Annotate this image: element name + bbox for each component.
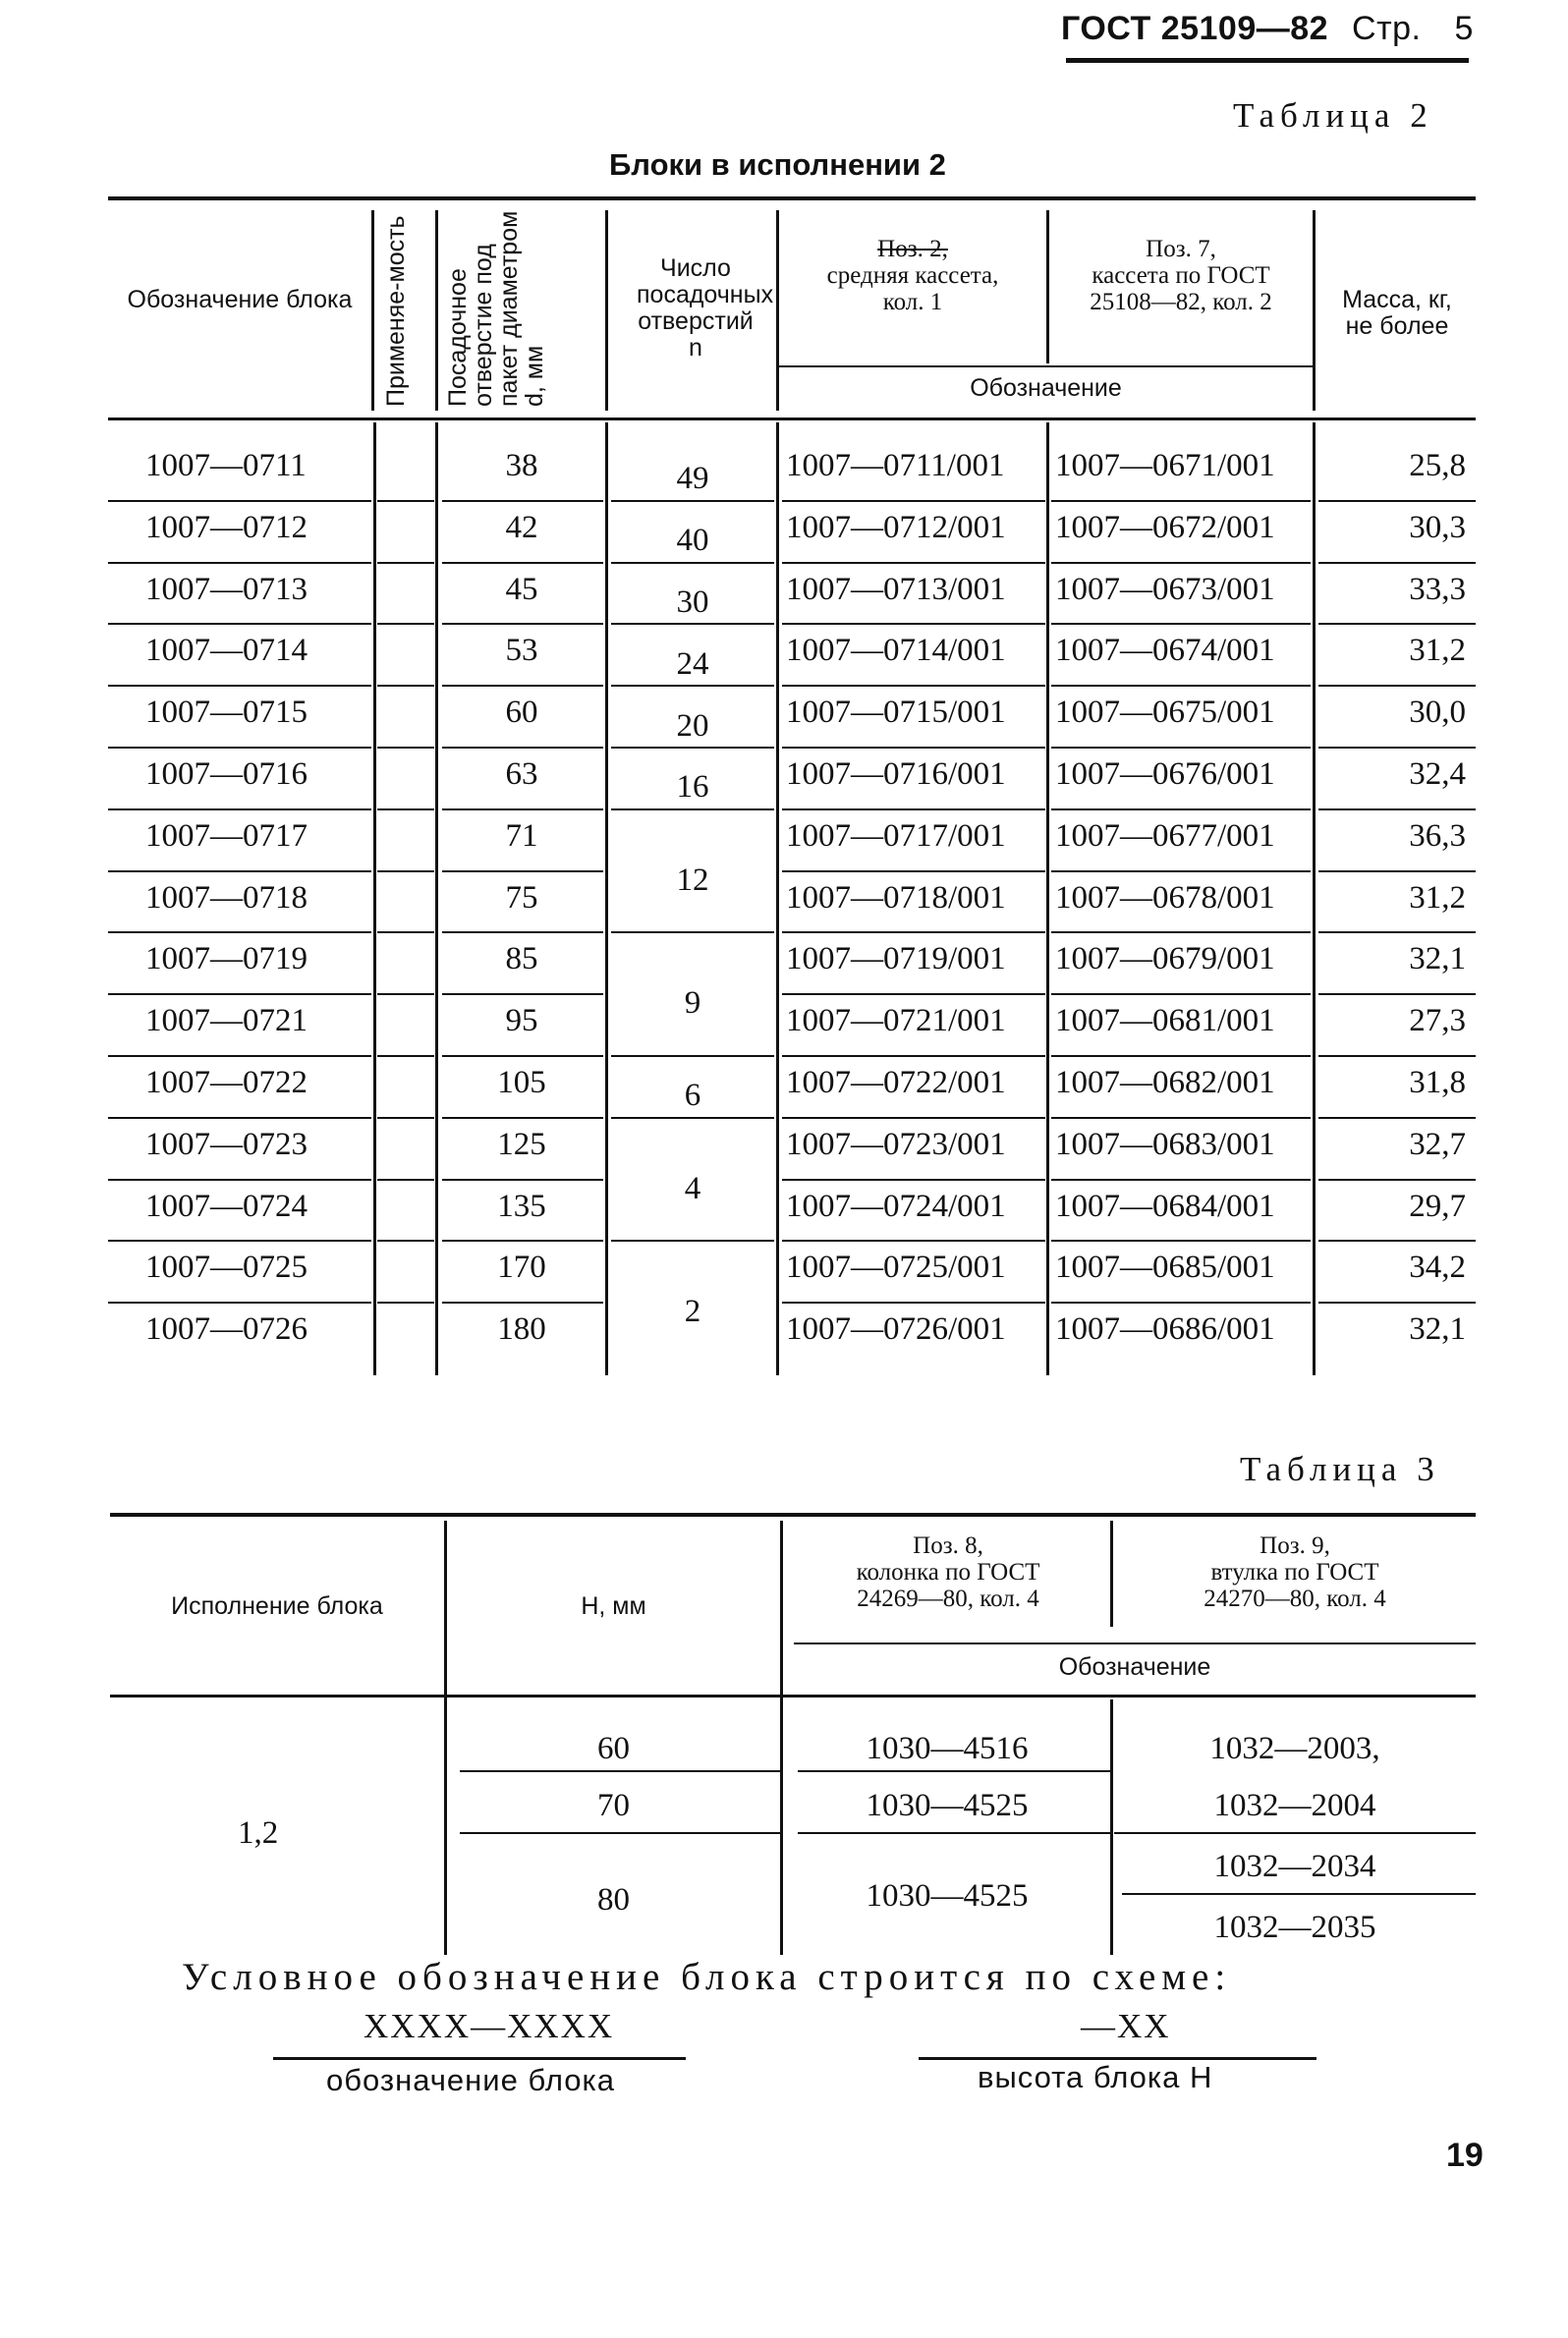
row-bore-diameter: 60: [505, 695, 538, 731]
row-holes-count: 2: [684, 1294, 701, 1330]
table2-row-rule: [1051, 931, 1311, 933]
header-designation-sub: Обозначение: [970, 374, 1122, 402]
row-pos2-designation: 1007—0719/001: [786, 941, 1006, 977]
header-pos2-line3: кол. 1: [882, 289, 943, 315]
t3-header-pos8-line2: колонка по ГОСТ: [856, 1559, 1040, 1586]
row-pos7-designation: 1007—0682/001: [1055, 1065, 1275, 1100]
row-block-designation: 1007—0721: [145, 1003, 308, 1039]
table2-body-vline: [776, 422, 779, 1375]
table2-row-rule: [377, 623, 434, 625]
row-block-designation: 1007—0724: [145, 1188, 308, 1224]
row-block-designation: 1007—0726: [145, 1311, 308, 1348]
t3-row-rule: [798, 1770, 1110, 1772]
table2-row-rule: [1318, 1179, 1476, 1181]
row-holes-count: 6: [684, 1078, 701, 1114]
table2-row-rule: [1318, 562, 1476, 564]
table2-row-rule: [377, 747, 434, 749]
table2-row-rule: [782, 1117, 1045, 1119]
t3-header-designation-sub: Обозначение: [1058, 1653, 1211, 1681]
table2-row-rule: [108, 870, 371, 872]
table2-row-rule: [108, 500, 371, 502]
row-pos2-designation: 1007—0713/001: [786, 571, 1006, 607]
table2-row-rule: [1318, 808, 1476, 810]
table2-row-rule: [782, 931, 1045, 933]
t3-header-pos8-line1: Поз. 8,: [913, 1532, 983, 1559]
table2-row-rule: [1318, 1240, 1476, 1242]
row-mass: 30,3: [1409, 509, 1466, 545]
table2-row-rule: [1051, 500, 1311, 502]
table2-row-rule: [108, 1179, 371, 1181]
table2-row-rule: [108, 808, 371, 810]
table2-row-rule: [1051, 685, 1311, 687]
row-mass: 32,7: [1409, 1126, 1466, 1162]
row-holes-count: 12: [676, 862, 709, 898]
row-holes-count: 24: [676, 645, 709, 682]
table2-row-rule: [377, 685, 434, 687]
scheme-code-left: XXXX—XXXX: [364, 2007, 615, 2045]
row-mass: 34,2: [1409, 1250, 1466, 1286]
table2-row-rule: [1051, 1240, 1311, 1242]
scheme-rule-left: [273, 2057, 686, 2060]
table3-vline: [1110, 1521, 1113, 1627]
table2-row-rule: [611, 1240, 774, 1242]
row-block-designation: 1007—0716: [145, 756, 308, 792]
row-pos2-designation: 1007—0722/001: [786, 1065, 1006, 1100]
table2-vline: [435, 210, 438, 411]
table2-row-rule: [108, 1240, 371, 1242]
table2-top-rule: [108, 196, 1476, 200]
row-pos2-designation: 1007—0725/001: [786, 1250, 1006, 1286]
row-mass: 31,8: [1409, 1065, 1466, 1100]
table2-row-rule: [442, 1117, 603, 1119]
row-pos2-designation: 1007—0711/001: [786, 448, 1005, 483]
table2-row-rule: [611, 747, 774, 749]
table2-row-rule: [1051, 1117, 1311, 1119]
table2-row-rule: [442, 685, 603, 687]
row-mass: 27,3: [1409, 1003, 1466, 1039]
table2-row-rule: [377, 1302, 434, 1304]
t3-h-value: 70: [597, 1788, 630, 1823]
table2-row-rule: [108, 1055, 371, 1057]
table2-row-rule: [377, 808, 434, 810]
table2-row-rule: [611, 1117, 774, 1119]
table2-row-rule: [442, 623, 603, 625]
table2-row-rule: [377, 1240, 434, 1242]
table2-row-rule: [442, 1179, 603, 1181]
table2-row-rule: [782, 500, 1045, 502]
t3-header-execution: Исполнение блока: [171, 1592, 383, 1620]
row-pos2-designation: 1007—0721/001: [786, 1003, 1006, 1039]
table2-row-rule: [1318, 500, 1476, 502]
table3-label: Таблица 3: [1240, 1450, 1440, 1488]
row-mass: 32,4: [1409, 756, 1466, 792]
row-pos7-designation: 1007—0683/001: [1055, 1126, 1275, 1162]
table2-row-rule: [108, 931, 371, 933]
table2-label: Таблица 2: [1233, 96, 1433, 135]
header-pos7-line3: 25108—82, кол. 2: [1090, 289, 1272, 315]
header-bore: Посадочное отверстие под пакет диаметром d, мм: [444, 210, 548, 407]
table2-row-rule: [782, 870, 1045, 872]
row-block-designation: 1007—0711: [145, 448, 307, 483]
row-mass: 31,2: [1409, 879, 1466, 916]
row-bore-diameter: 125: [497, 1126, 546, 1162]
header-pos7: [1049, 236, 1313, 315]
table2-row-rule: [108, 1302, 371, 1304]
table2-row-rule: [611, 931, 774, 933]
row-pos7-designation: 1007—0675/001: [1055, 695, 1275, 731]
header-designation: Обозначение блока: [127, 286, 353, 313]
table2-row-rule: [108, 993, 371, 995]
t3-pos8-value: 1030—4525: [866, 1788, 1029, 1823]
row-bore-diameter: 42: [505, 509, 538, 545]
row-bore-diameter: 71: [505, 817, 538, 854]
t3-header-pos8: [786, 1532, 1110, 1612]
row-bore-diameter: 105: [497, 1065, 546, 1100]
table2-row-rule: [377, 1179, 434, 1181]
table2-vline: [605, 210, 608, 411]
row-mass: 30,0: [1409, 695, 1466, 731]
table2-row-rule: [1318, 870, 1476, 872]
table2-row-rule: [442, 500, 603, 502]
t3-row-rule: [460, 1770, 780, 1772]
row-pos2-designation: 1007—0714/001: [786, 633, 1006, 669]
t3-pos9-value: 1032—2003,: [1209, 1731, 1380, 1766]
row-pos7-designation: 1007—0684/001: [1055, 1188, 1275, 1224]
table2-row-rule: [782, 562, 1045, 564]
table2-row-rule: [611, 685, 774, 687]
table2-row-rule: [1051, 562, 1311, 564]
t3-row-rule: [798, 1832, 1110, 1834]
row-bore-diameter: 38: [505, 448, 538, 483]
row-mass: 31,2: [1409, 633, 1466, 669]
row-pos7-designation: 1007—0678/001: [1055, 879, 1275, 916]
table2-title: Блоки в исполнении 2: [609, 147, 946, 182]
table2-row-rule: [782, 747, 1045, 749]
t3-header-pos9: [1114, 1532, 1476, 1612]
table2-row-rule: [442, 1055, 603, 1057]
table2-row-rule: [1318, 1055, 1476, 1057]
row-pos7-designation: 1007—0679/001: [1055, 941, 1275, 977]
table2-row-rule: [1051, 747, 1311, 749]
table2-vline: [371, 210, 374, 411]
table2-row-rule: [442, 870, 603, 872]
table2-row-rule: [442, 931, 603, 933]
row-pos7-designation: 1007—0676/001: [1055, 756, 1275, 792]
row-block-designation: 1007—0712: [145, 509, 308, 545]
table2-row-rule: [442, 1302, 603, 1304]
row-block-designation: 1007—0714: [145, 633, 308, 669]
table2-row-rule: [108, 747, 371, 749]
row-block-designation: 1007—0722: [145, 1065, 308, 1100]
table2-row-rule: [1051, 870, 1311, 872]
row-holes-count: 20: [676, 707, 709, 744]
row-pos2-designation: 1007—0726/001: [786, 1311, 1006, 1348]
table2-row-rule: [377, 870, 434, 872]
table3-subheader-rule: [794, 1642, 1476, 1644]
header-mass-line2: не более: [1345, 312, 1449, 340]
row-pos2-designation: 1007—0715/001: [786, 695, 1006, 731]
table2-row-rule: [782, 1302, 1045, 1304]
row-pos2-designation: 1007—0724/001: [786, 1188, 1006, 1224]
page-number: 19: [1446, 2137, 1484, 2174]
table2-row-rule: [1051, 623, 1311, 625]
table2-row-rule: [377, 1055, 434, 1057]
table2-row-rule: [1051, 993, 1311, 995]
t3-pos8-value: 1030—4516: [866, 1731, 1029, 1766]
row-pos7-designation: 1007—0673/001: [1055, 571, 1275, 607]
table2-row-rule: [1051, 1179, 1311, 1181]
header-holes: Число посадочных отверстий n: [637, 254, 774, 362]
table3-vline: [1110, 1699, 1113, 1955]
header-mass-line1: Масса, кг,: [1342, 286, 1452, 313]
row-mass: 29,7: [1409, 1188, 1466, 1224]
row-holes-count: 49: [676, 461, 709, 497]
row-holes-count: 16: [676, 769, 709, 806]
table3-vline: [780, 1521, 783, 1955]
row-block-designation: 1007—0725: [145, 1250, 308, 1286]
t3-row-rule: [1122, 1893, 1476, 1895]
table2-row-rule: [782, 623, 1045, 625]
table2-row-rule: [108, 685, 371, 687]
table2-row-rule: [377, 562, 434, 564]
scheme-legend-right: высота блока H: [978, 2060, 1213, 2094]
table2-row-rule: [782, 808, 1045, 810]
table2-body-vline: [605, 422, 608, 1375]
row-block-designation: 1007—0713: [145, 571, 308, 607]
table2-body-vline: [1046, 422, 1049, 1375]
table3-top-rule: [110, 1513, 1476, 1517]
t3-pos9-value: 1032—2004: [1213, 1788, 1376, 1823]
table2-row-rule: [1318, 747, 1476, 749]
table2-row-rule: [442, 808, 603, 810]
table2-row-rule: [442, 562, 603, 564]
row-pos2-designation: 1007—0716/001: [786, 756, 1006, 792]
table2-row-rule: [782, 1240, 1045, 1242]
table2-row-rule: [1051, 1055, 1311, 1057]
row-bore-diameter: 53: [505, 633, 538, 669]
header-pos2: [780, 236, 1045, 315]
table2-row-rule: [782, 1055, 1045, 1057]
row-block-designation: 1007—0717: [145, 817, 308, 854]
t3-header-pos9-line2: втулка по ГОСТ: [1210, 1559, 1379, 1586]
table2-row-rule: [377, 1117, 434, 1119]
t3-header-pos9-line1: Поз. 9,: [1260, 1532, 1330, 1559]
header-applicability: Применяе-мость: [382, 215, 410, 407]
table2-row-rule: [611, 808, 774, 810]
table2-row-rule: [1318, 623, 1476, 625]
row-bore-diameter: 85: [505, 941, 538, 977]
row-mass: 33,3: [1409, 571, 1466, 607]
row-pos2-designation: 1007—0712/001: [786, 509, 1006, 545]
row-holes-count: 30: [676, 584, 709, 620]
t3-h-value: 60: [597, 1731, 630, 1766]
row-block-designation: 1007—0715: [145, 695, 308, 731]
table2-body-vline: [1313, 422, 1316, 1375]
table2-row-rule: [377, 500, 434, 502]
row-mass: 36,3: [1409, 817, 1466, 854]
t3-header-pos8-line3: 24269—80, кол. 4: [857, 1586, 1039, 1612]
table2-row-rule: [442, 993, 603, 995]
scheme-sentence: Условное обозначение блока строится по схеме:: [182, 1956, 1232, 1998]
row-pos2-designation: 1007—0717/001: [786, 817, 1006, 854]
table2-row-rule: [782, 993, 1045, 995]
table3: [110, 1513, 1476, 1955]
table2-row-rule: [1318, 685, 1476, 687]
header-pos2-line2: средняя кассета,: [826, 262, 999, 289]
t3-row-rule: [1114, 1832, 1476, 1834]
t3-execution-value: 1,2: [238, 1815, 279, 1851]
row-pos2-designation: 1007—0718/001: [786, 879, 1006, 916]
row-bore-diameter: 135: [497, 1188, 546, 1224]
header-pos2-line1: Поз. 2,: [877, 236, 948, 262]
header-mass: [1318, 287, 1476, 340]
table2-row-rule: [611, 562, 774, 564]
row-holes-count: 9: [684, 985, 701, 1022]
row-pos7-designation: 1007—0674/001: [1055, 633, 1275, 669]
table2-header-rule: [108, 418, 1476, 420]
row-pos2-designation: 1007—0723/001: [786, 1126, 1006, 1162]
t3-header-pos9-line3: 24270—80, кол. 4: [1204, 1586, 1386, 1612]
row-block-designation: 1007—0718: [145, 879, 308, 916]
table2-row-rule: [611, 500, 774, 502]
row-bore-diameter: 170: [497, 1250, 546, 1286]
row-holes-count: 4: [684, 1170, 701, 1206]
header-pos7-line2: кассета по ГОСТ: [1092, 262, 1270, 289]
table3-header-rule: [110, 1695, 1476, 1698]
row-pos7-designation: 1007—0685/001: [1055, 1250, 1275, 1286]
header-pos7-line1: Поз. 7,: [1146, 236, 1216, 262]
table2-row-rule: [1051, 1302, 1311, 1304]
standard-number: ГОСТ 25109—82: [1061, 10, 1329, 47]
page-label: Стр.: [1352, 10, 1422, 47]
t3-header-h: H, мм: [581, 1592, 646, 1620]
table2-row-rule: [611, 623, 774, 625]
table2-row-rule: [1318, 1117, 1476, 1119]
row-bore-diameter: 45: [505, 571, 538, 607]
table2-row-rule: [1051, 808, 1311, 810]
row-mass: 32,1: [1409, 941, 1466, 977]
row-bore-diameter: 63: [505, 756, 538, 792]
table2-row-rule: [782, 685, 1045, 687]
t3-h-value: 80: [597, 1882, 630, 1918]
t3-pos9-value: 1032—2035: [1213, 1910, 1376, 1945]
table2-row-rule: [108, 562, 371, 564]
t3-pos9-value: 1032—2034: [1213, 1849, 1376, 1884]
table2-row-rule: [108, 1117, 371, 1119]
t3-pos8-value: 1030—4525: [866, 1878, 1029, 1914]
table2-row-rule: [1318, 931, 1476, 933]
scheme-legend-left: обозначение блока: [326, 2063, 615, 2097]
table2-row-rule: [782, 1179, 1045, 1181]
row-pos7-designation: 1007—0686/001: [1055, 1311, 1275, 1348]
page-index: 5: [1454, 10, 1474, 47]
row-pos7-designation: 1007—0671/001: [1055, 448, 1275, 483]
scheme-code-right: —XX: [1081, 2007, 1171, 2045]
table2-row-rule: [442, 1240, 603, 1242]
table2: [108, 196, 1476, 1375]
table2-row-rule: [108, 623, 371, 625]
table2-row-rule: [442, 747, 603, 749]
row-block-designation: 1007—0719: [145, 941, 308, 977]
row-bore-diameter: 180: [497, 1311, 546, 1348]
table2-row-rule: [377, 931, 434, 933]
table2-row-rule: [611, 1055, 774, 1057]
row-pos7-designation: 1007—0677/001: [1055, 817, 1275, 854]
row-pos7-designation: 1007—0672/001: [1055, 509, 1275, 545]
row-bore-diameter: 95: [505, 1003, 538, 1039]
row-bore-diameter: 75: [505, 879, 538, 916]
table2-row-rule: [377, 993, 434, 995]
row-holes-count: 40: [676, 523, 709, 559]
row-block-designation: 1007—0723: [145, 1126, 308, 1162]
header-rule: [1066, 58, 1469, 63]
row-mass: 25,8: [1409, 448, 1466, 483]
table2-body-vline: [373, 422, 376, 1375]
t3-row-rule: [460, 1832, 780, 1834]
table2-row-rule: [1318, 993, 1476, 995]
row-pos7-designation: 1007—0681/001: [1055, 1003, 1275, 1039]
standard-header: [1061, 10, 1474, 48]
table2-subheader-rule: [778, 365, 1314, 367]
table2-row-rule: [1318, 1302, 1476, 1304]
row-mass: 32,1: [1409, 1311, 1466, 1348]
